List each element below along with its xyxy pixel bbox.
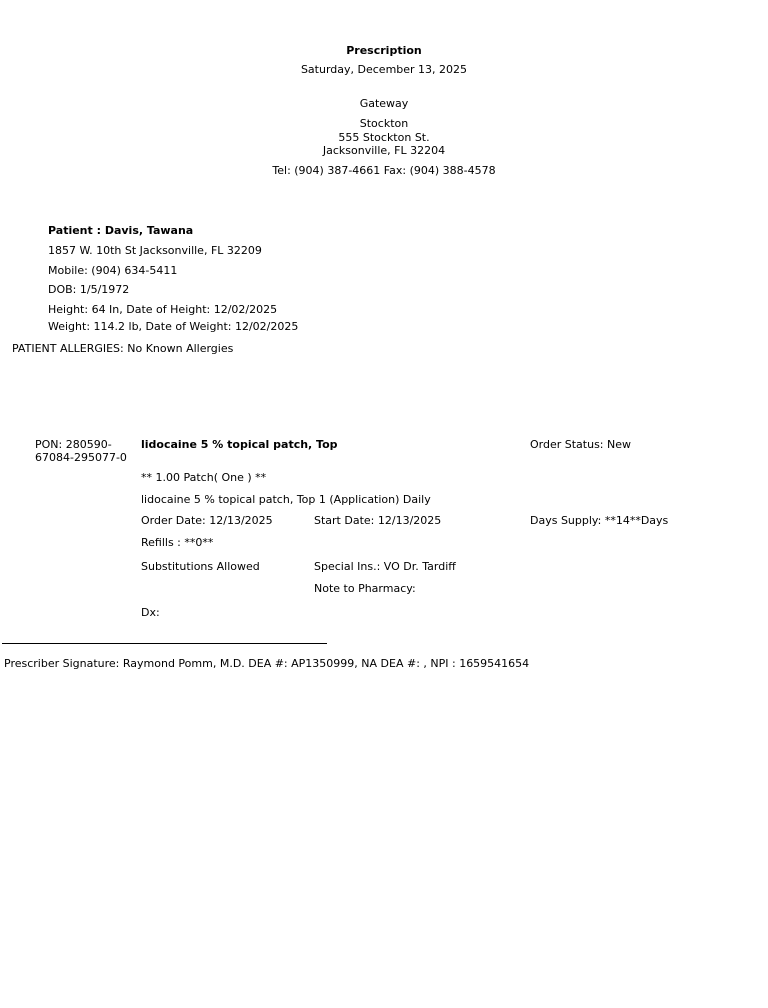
- order-pon-line1: PON: 280590-: [35, 438, 112, 451]
- organization-name: Gateway: [359, 97, 409, 110]
- order-drug-name: lidocaine 5 % topical patch, Top: [141, 438, 338, 451]
- order-substitutions: Substitutions Allowed: [141, 560, 260, 573]
- order-special-instructions: Special Ins.: VO Dr. Tardiff: [314, 560, 456, 573]
- order-quantity: ** 1.00 Patch( One ) **: [141, 471, 267, 484]
- patient-weight: Weight: 114.2 lb, Date of Weight: 12/02/2025: [48, 320, 299, 333]
- order-refills: Refills : **0**: [141, 536, 214, 549]
- order-sig: lidocaine 5 % topical patch, Top 1 (Application) Daily: [141, 493, 431, 506]
- document-title: Prescription: [346, 44, 422, 57]
- order-start-date: Start Date: 12/13/2025: [314, 514, 442, 527]
- signature-rule: [2, 643, 327, 644]
- order-dx: Dx:: [141, 606, 160, 619]
- location-name: Stockton: [359, 117, 409, 130]
- order-status: Order Status: New: [530, 438, 632, 451]
- order-date: Order Date: 12/13/2025: [141, 514, 273, 527]
- patient-allergies: PATIENT ALLERGIES: No Known Allergies: [12, 342, 234, 355]
- patient-address: 1857 W. 10th St Jacksonville, FL 32209: [48, 244, 262, 257]
- location-city-state-zip: Jacksonville, FL 32204: [322, 144, 446, 157]
- patient-dob: DOB: 1/5/1972: [48, 283, 130, 296]
- patient-height: Height: 64 In, Date of Height: 12/02/2025: [48, 303, 278, 316]
- order-pon-line2: 67084-295077-0: [35, 451, 127, 464]
- location-street: 555 Stockton St.: [338, 131, 430, 144]
- location-phone-fax: Tel: (904) 387-4661 Fax: (904) 388-4578: [272, 164, 496, 177]
- prescriber-signature: Prescriber Signature: Raymond Pomm, M.D. DEA #: AP1350999, NA DEA #: , NPI : 1659541654: [4, 657, 530, 670]
- order-note-to-pharmacy: Note to Pharmacy:: [314, 582, 416, 595]
- order-days-supply: Days Supply: **14**Days: [530, 514, 669, 527]
- patient-mobile: Mobile: (904) 634-5411: [48, 264, 178, 277]
- document-date: Saturday, December 13, 2025: [300, 63, 468, 76]
- patient-name: Patient : Davis, Tawana: [48, 224, 194, 237]
